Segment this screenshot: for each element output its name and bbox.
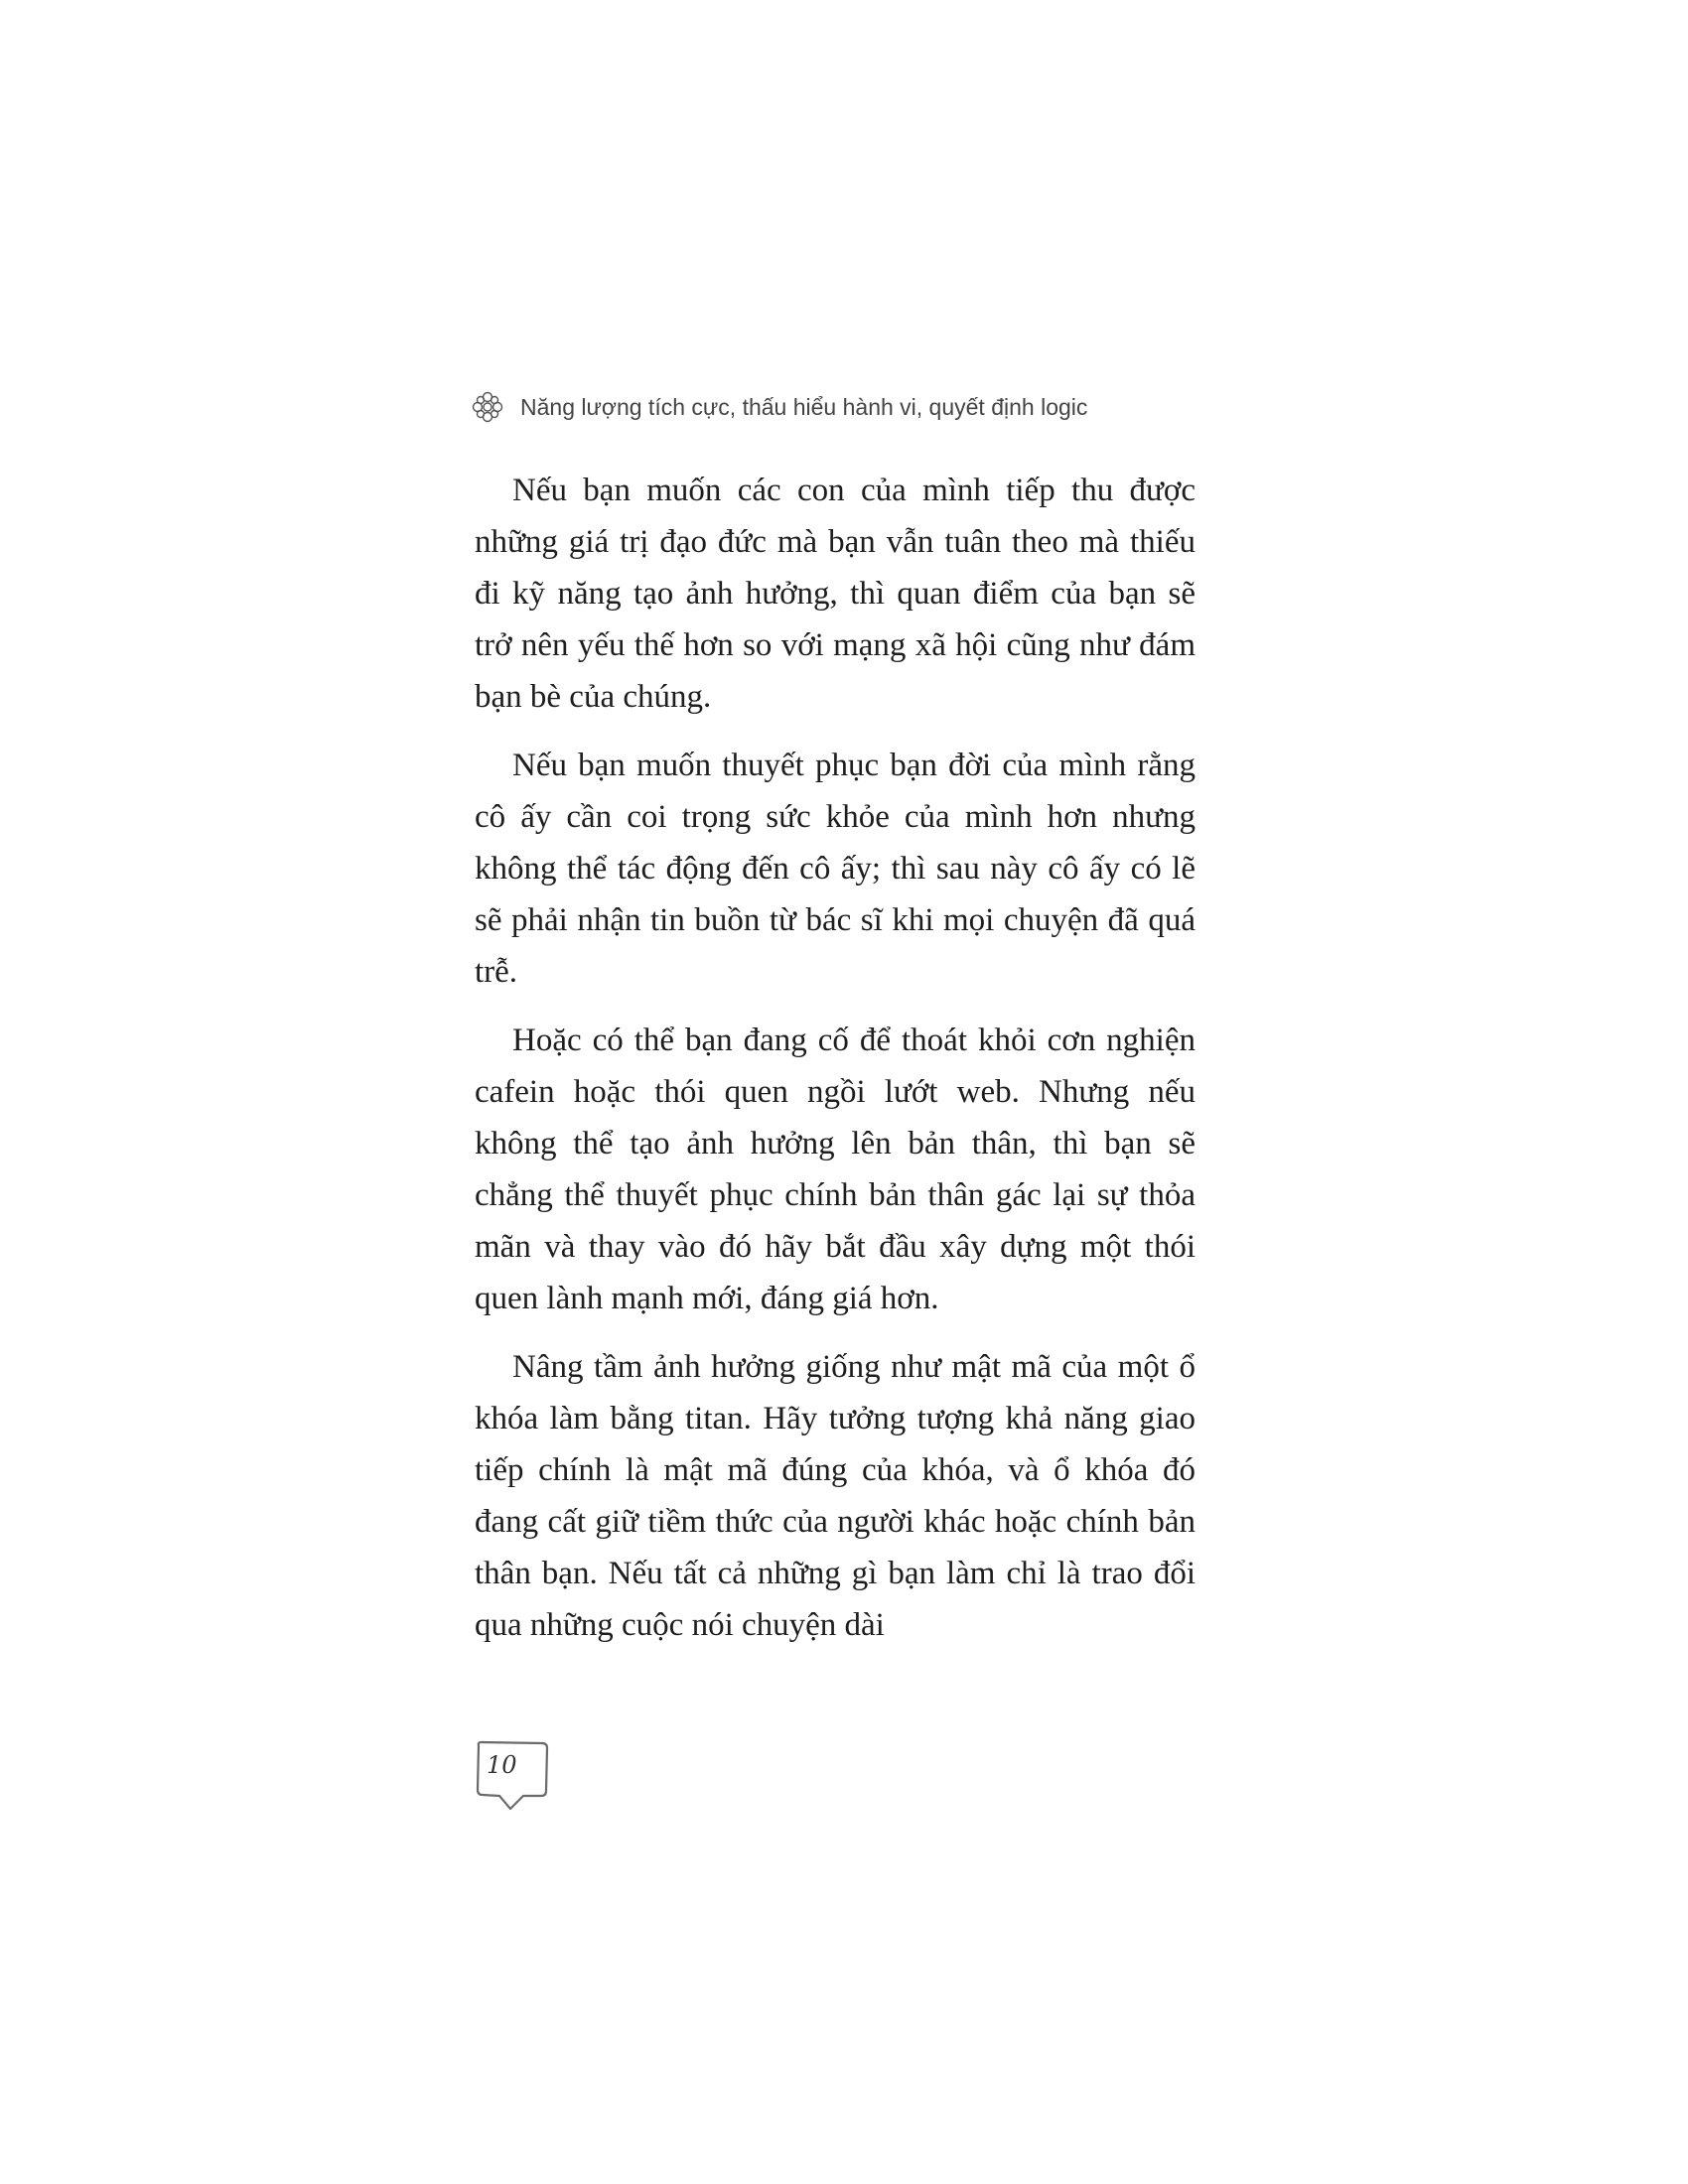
running-header-title: Năng lượng tích cực, thấu hiểu hành vi, quyết định logic: [520, 393, 1088, 420]
body-text: [475, 465, 1196, 1668]
paragraph: Nếu bạn muốn thuyết phục bạn đời của mình rằng cô ấy cần coi trọng sức khỏe của mình hơn nhưng không thể tác động đến cô ấy; thì sau này cô ấy có lẽ sẽ phải nhận tin buồn từ bác sĩ khi mọi chuyện đã quá trễ.: [475, 748, 1196, 990]
flower-ornament-icon: [471, 390, 504, 424]
page-number: 10: [487, 1751, 517, 1779]
paragraph: Nếu bạn muốn các con của mình tiếp thu được những giá trị đạo đức mà bạn vẫn tuân theo mà thiếu đi kỹ năng tạo ảnh hưởng, thì quan điểm của bạn sẽ trở nên yếu thế hơn so với mạng xã hội cũng như đám bạn bè của chúng.: [475, 473, 1196, 715]
paragraph: Nâng tầm ảnh hưởng giống như mật mã của một ổ khóa làm bằng titan. Hãy tưởng tượng khả năng giao tiếp chính là mật mã đúng của khóa, và ổ khóa đó đang cất giữ tiềm thức của người khác hoặc chính bản thân bạn. Nếu tất cả những gì bạn làm chỉ là trao đổi qua những cuộc nói chuyện dài: [475, 1349, 1196, 1643]
running-header: [471, 385, 1225, 429]
paragraph: Hoặc có thể bạn đang cố để thoát khỏi cơn nghiện cafein hoặc thói quen ngồi lướt web. Nhưng nếu không thể tạo ảnh hưởng lên bản thân, thì bạn sẽ chẳng thể thuyết phục chính bản thân gác lại sự thỏa mãn và thay vào đó hãy bắt đầu xây dựng một thói quen lành mạnh mới, đáng giá hơn.: [475, 1023, 1196, 1316]
page-number-badge: [473, 1739, 552, 1823]
